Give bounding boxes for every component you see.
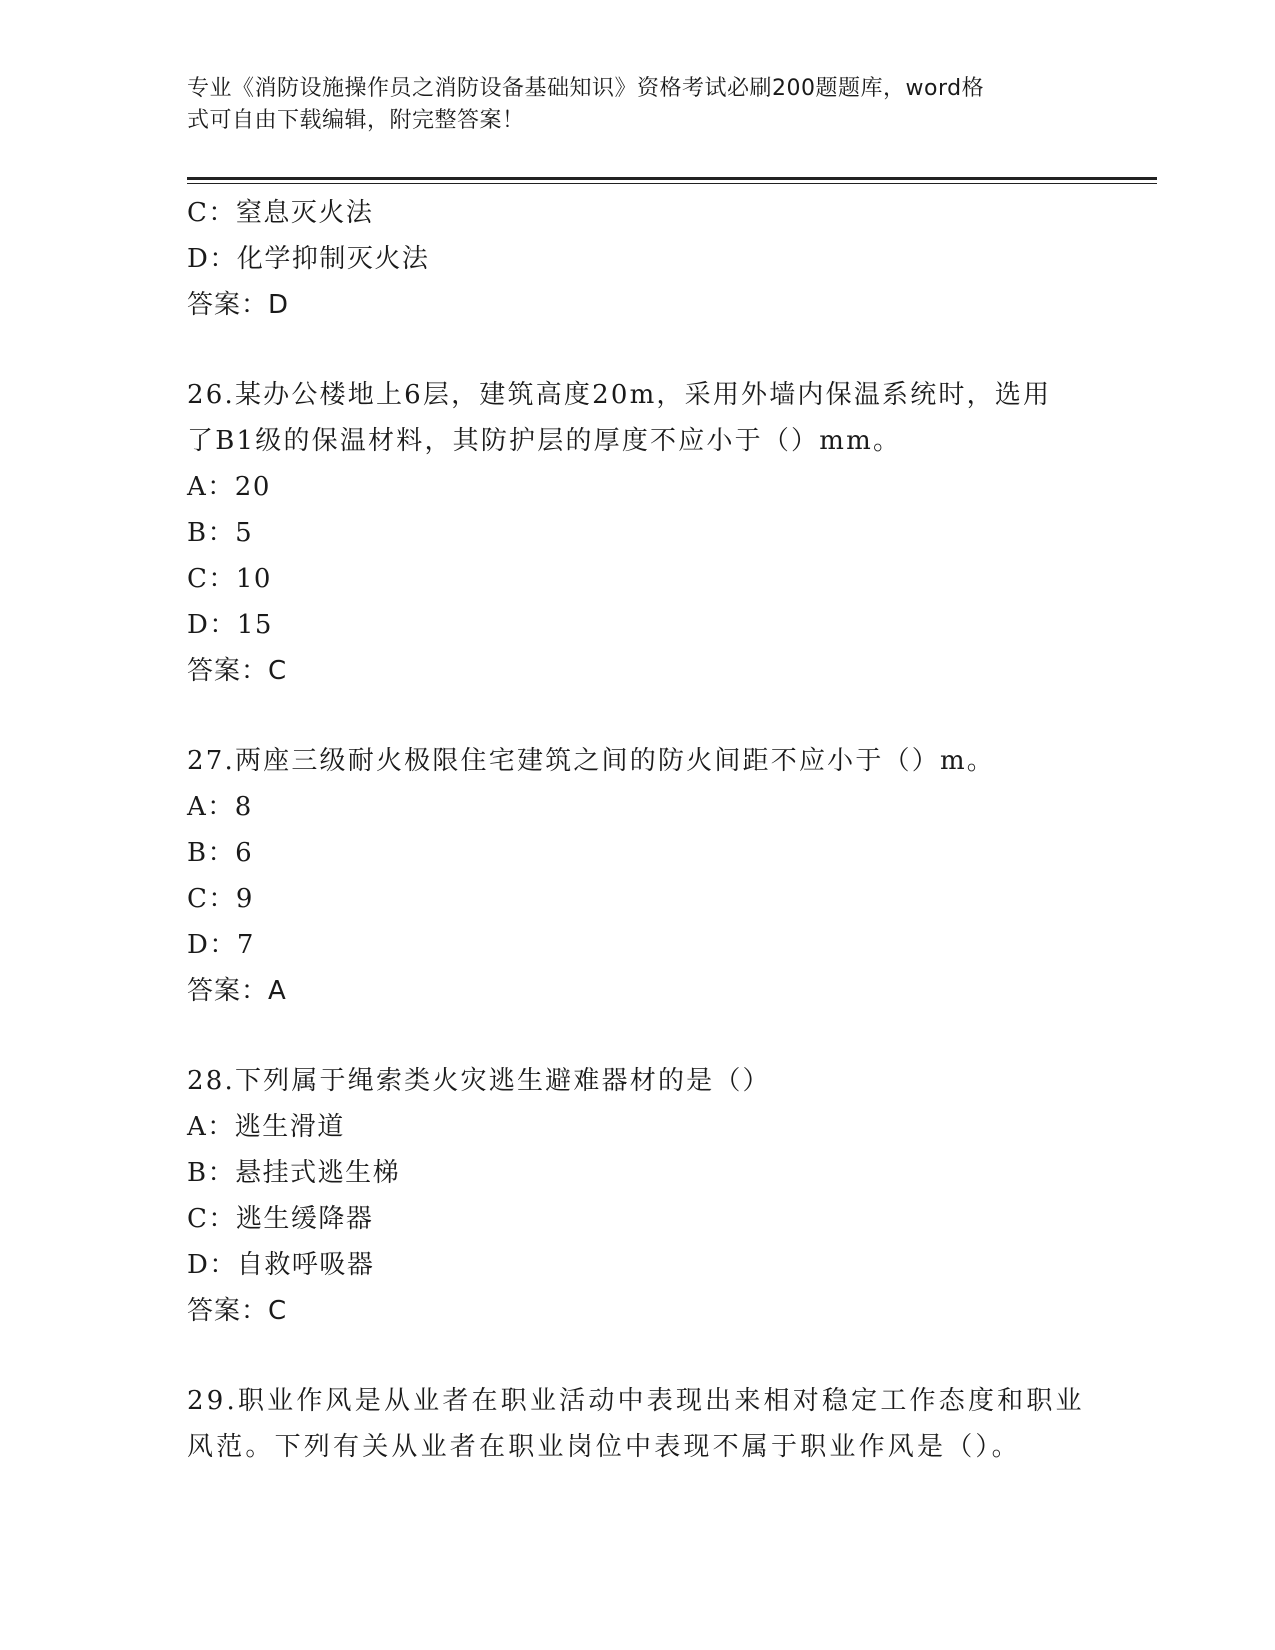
question-stem-line-1: 26.某办公楼地上6层，建筑高度20m，采用外墙内保温系统时，选用 [187, 380, 1052, 410]
page-header [187, 73, 1067, 137]
option-a: A：8 [187, 792, 253, 822]
question-stem-line-2: 风范。下列有关从业者在职业岗位中表现不属于职业作风是（）。 [187, 1432, 1021, 1462]
spacer [187, 1014, 1087, 1058]
option-a: A：20 [187, 472, 271, 502]
question-27 [187, 738, 1087, 1014]
question-25-tail [187, 190, 1087, 328]
option-c: C：窒息灭火法 [187, 198, 374, 228]
question-28 [187, 1058, 1087, 1334]
header-rule-thin [187, 183, 1157, 184]
question-stem-line-1: 28.下列属于绳索类火灾逃生避难器材的是（） [187, 1066, 771, 1096]
spacer [187, 328, 1087, 372]
option-a: A：逃生滑道 [187, 1112, 345, 1142]
spacer [187, 694, 1087, 738]
answer: 答案：D [187, 290, 290, 320]
option-b: B：6 [187, 838, 254, 868]
option-c: C：10 [187, 564, 272, 594]
question-stem-line-1: 27.两座三级耐火极限住宅建筑之间的防火间距不应小于（）m。 [187, 746, 996, 776]
question-26 [187, 372, 1087, 694]
option-b: B：悬挂式逃生梯 [187, 1158, 401, 1188]
option-b: B：5 [187, 518, 254, 548]
header-line-1: 专业《消防设施操作员之消防设备基础知识》资格考试必刷200题题库，word格 [187, 76, 985, 101]
document-body [187, 190, 1087, 1470]
header-rule-thick [187, 177, 1157, 180]
option-d: D：7 [187, 930, 255, 960]
option-c: C：9 [187, 884, 254, 914]
option-d: D：自救呼吸器 [187, 1250, 375, 1280]
question-29 [187, 1378, 1087, 1470]
answer: 答案：C [187, 656, 288, 686]
option-d: D：化学抑制灭火法 [187, 244, 430, 274]
header-line-2: 式可自由下载编辑，附完整答案！ [187, 108, 525, 133]
answer: 答案：A [187, 976, 287, 1006]
question-stem-line-2: 了B1级的保温材料，其防护层的厚度不应小于（）mm。 [187, 426, 902, 456]
option-d: D：15 [187, 610, 273, 640]
spacer [187, 1334, 1087, 1378]
answer: 答案：C [187, 1296, 288, 1326]
question-stem-line-1: 29.职业作风是从业者在职业活动中表现出来相对稳定工作态度和职业 [187, 1386, 1085, 1416]
option-c: C：逃生缓降器 [187, 1204, 374, 1234]
